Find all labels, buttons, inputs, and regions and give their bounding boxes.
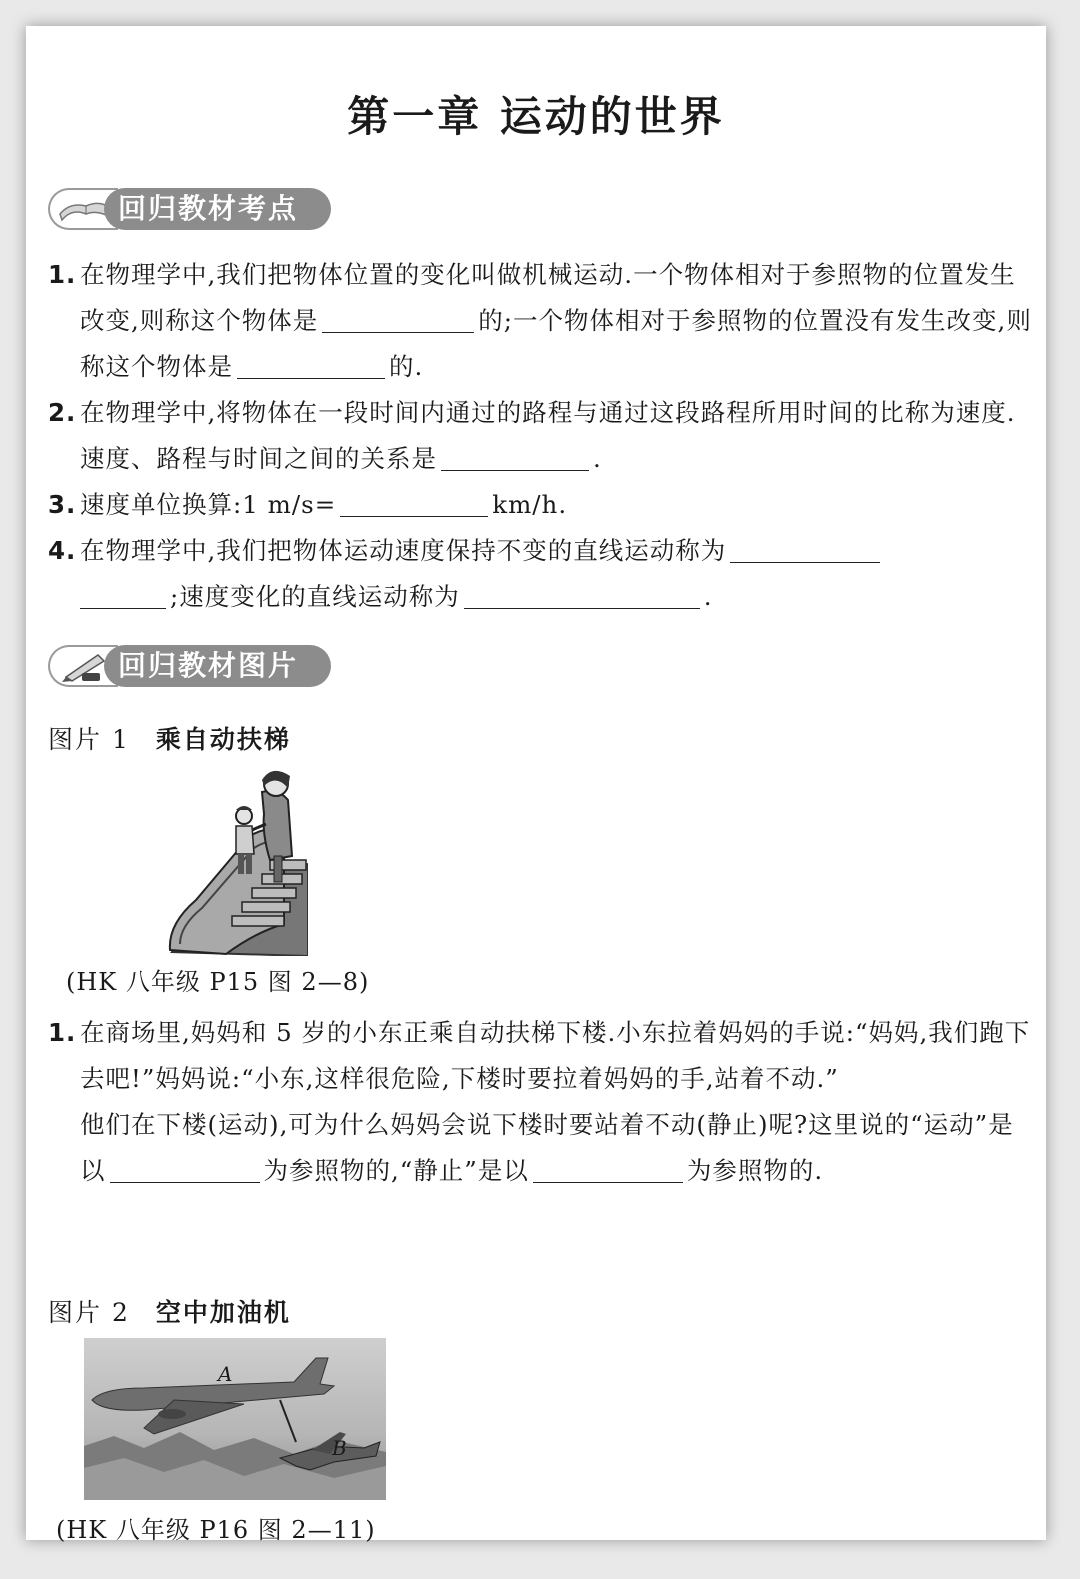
escalator-illustration bbox=[166, 764, 308, 960]
chapter-title: 第一章 运动的世界 bbox=[347, 92, 725, 141]
section-title: 回归教材考点 bbox=[104, 188, 331, 230]
answer-blank[interactable] bbox=[322, 300, 474, 333]
figure-title: 空中加油机 bbox=[155, 1298, 291, 1327]
question-text: . bbox=[703, 582, 713, 611]
worksheet-page bbox=[26, 26, 1046, 1544]
question-text: 在商场里,妈妈和 5 岁的小东正乘自动扶梯下楼.小东拉着妈妈的手说:“妈妈,我们跑下去吧!”妈妈说:“小东,这样很危险,下楼时要拉着妈妈的手,站着不动.” bbox=[80, 1018, 1031, 1093]
answer-blank[interactable] bbox=[730, 530, 880, 563]
question-number: 4. bbox=[48, 536, 77, 565]
section-header-textbook-pictures bbox=[48, 645, 331, 687]
question-text: 的;一个物体相对于参照物的位置没有发生改变,则称这个物体是 bbox=[80, 306, 1032, 381]
section-title: 回归教材图片 bbox=[104, 645, 331, 687]
question-text: 为参照物的,“静止”是以 bbox=[263, 1156, 529, 1185]
question-number: 3. bbox=[48, 490, 77, 519]
answer-blank[interactable] bbox=[533, 1150, 683, 1183]
figure-number: 图片 1 bbox=[48, 725, 130, 754]
review-question-3 bbox=[48, 482, 1033, 528]
answer-blank[interactable] bbox=[441, 438, 589, 471]
question-text: 在物理学中,我们把物体运动速度保持不变的直线运动称为 bbox=[80, 536, 727, 565]
answer-blank[interactable] bbox=[464, 576, 700, 609]
review-question-4 bbox=[48, 528, 1033, 620]
figure-1-label bbox=[48, 720, 291, 756]
figure-title: 乘自动扶梯 bbox=[155, 725, 291, 754]
question-number: 2. bbox=[48, 398, 77, 427]
question-number: 1. bbox=[48, 260, 77, 289]
answer-blank[interactable] bbox=[80, 576, 166, 609]
question-text: 的. bbox=[389, 352, 424, 381]
section-header-textbook-points bbox=[48, 188, 331, 230]
question-text: 在物理学中,将物体在一段时间内通过的路程与通过这段路程所用时间的比称为速度.速度、路程与时间之间的关系是 bbox=[80, 398, 1016, 473]
answer-blank[interactable] bbox=[340, 484, 488, 517]
answer-blank[interactable] bbox=[110, 1150, 260, 1183]
question-text: 速度单位换算:1 m/s= bbox=[80, 490, 337, 519]
question-number: 1. bbox=[48, 1018, 77, 1047]
review-question-1 bbox=[48, 252, 1033, 390]
figure-2-label bbox=[48, 1293, 291, 1329]
answer-blank[interactable] bbox=[237, 346, 385, 379]
aerial-refueling-photo bbox=[84, 1338, 386, 1504]
question-text: . bbox=[593, 444, 602, 473]
plane-b-label: B bbox=[332, 1436, 347, 1460]
figure-2-caption: (HK 八年级 P16 图 2—11) bbox=[56, 1516, 376, 1544]
review-question-2 bbox=[48, 390, 1033, 482]
question-text: 他们在下楼(运动),可为什么妈妈会说下楼时要站着不动(静止)呢?这里说的“运动”是以 bbox=[80, 1110, 1014, 1185]
question-text: ;速度变化的直线运动称为 bbox=[170, 582, 460, 611]
question-text: 在物理学中,我们把物体位置的变化叫做机械运动.一个物体相对于参照物的位置发生改变,则称这个物体是 bbox=[80, 260, 1016, 335]
question-text: 为参照物的. bbox=[686, 1156, 824, 1185]
figure-number: 图片 2 bbox=[48, 1298, 130, 1327]
figure-1-caption: (HK 八年级 P15 图 2—8) bbox=[66, 968, 370, 996]
plane-a-label: A bbox=[218, 1362, 233, 1386]
figure-1-question bbox=[48, 1010, 1033, 1194]
question-text: km/h. bbox=[492, 490, 568, 519]
